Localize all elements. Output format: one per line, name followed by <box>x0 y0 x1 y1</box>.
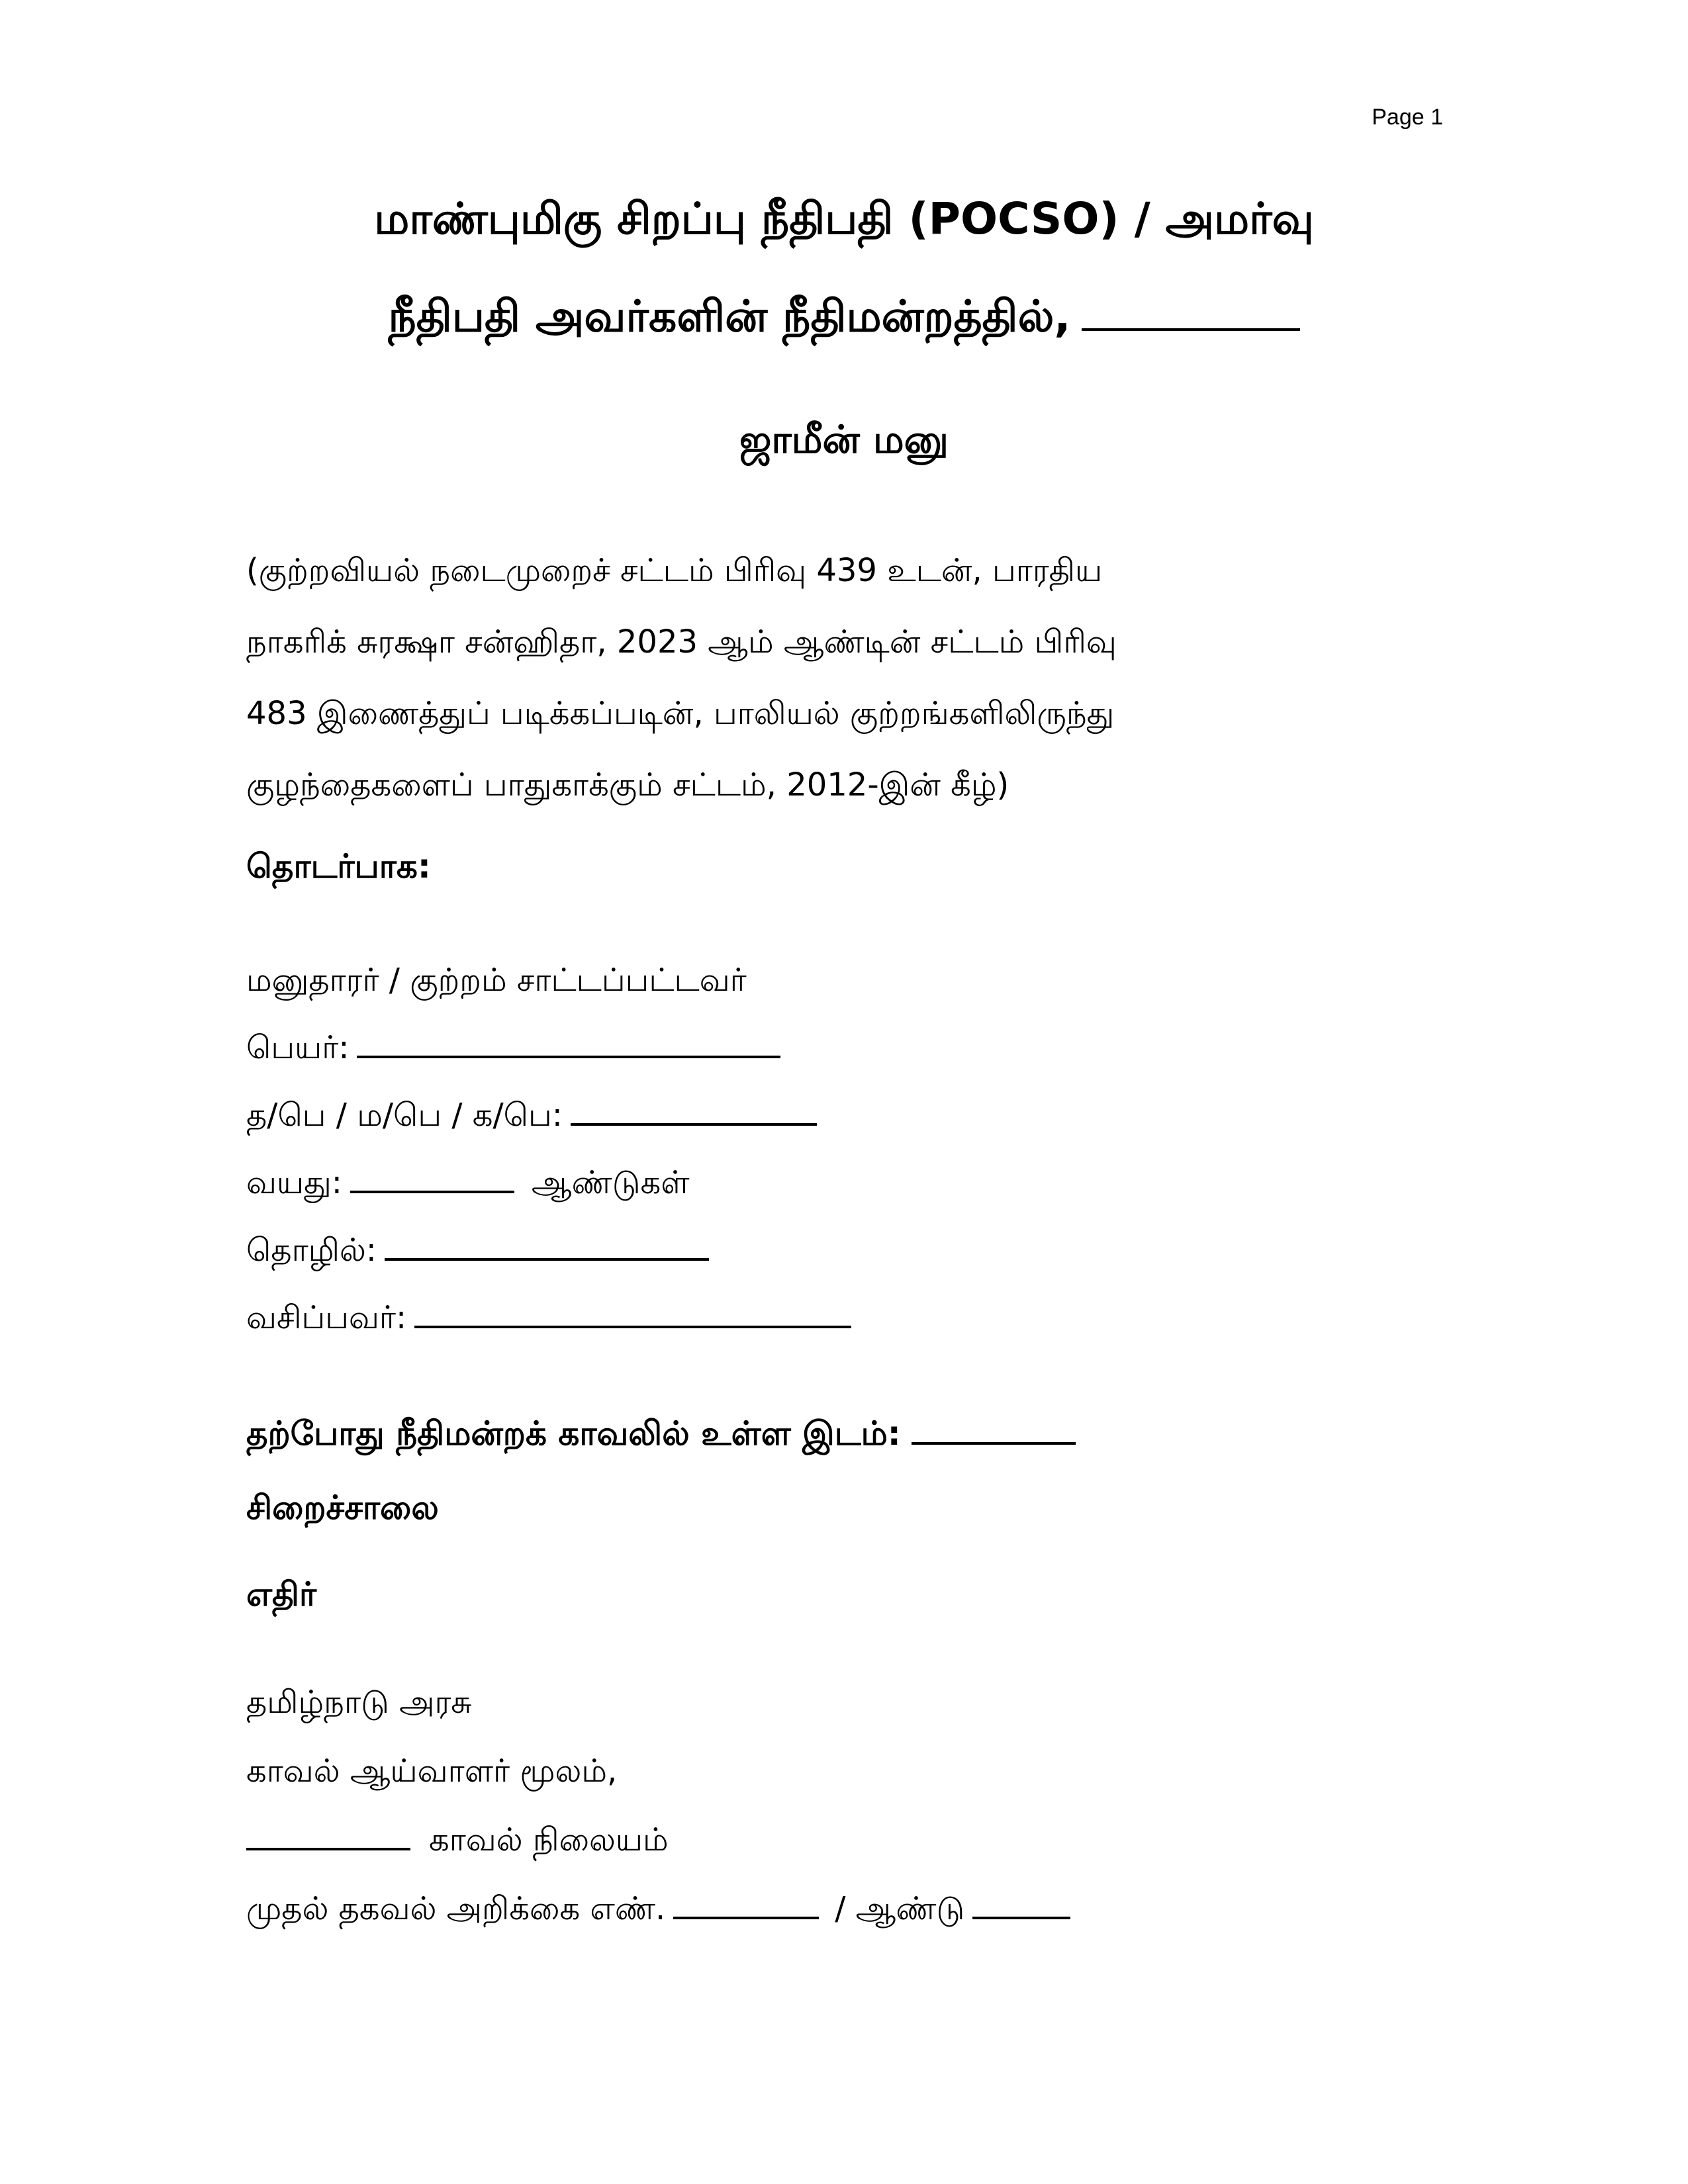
court-heading-line1 <box>0 193 1688 250</box>
document-title: ஜாமீன் மனு <box>739 417 949 462</box>
applicant-occupation-blank[interactable] <box>385 1230 709 1261</box>
applicant-occupation-label: தொழில்: <box>246 1232 377 1269</box>
custody-details <box>246 1396 1076 1545</box>
fir-year-blank[interactable] <box>972 1888 1070 1919</box>
applicant-residence-blank[interactable] <box>414 1297 851 1328</box>
police-station-blank[interactable] <box>246 1819 410 1850</box>
applicant-name-row <box>246 1014 851 1081</box>
court-heading-line2-text: நீதிபதி அவர்களின் நீதிமன்றத்தில், <box>388 291 1071 342</box>
custody-prison-blank[interactable] <box>912 1412 1076 1445</box>
applicant-residence-label: வசிப்பவர்: <box>246 1299 407 1336</box>
fir-label: முதல் தகவல் அறிக்கை எண். <box>246 1890 666 1927</box>
applicant-age-unit: ஆண்டுகள் <box>531 1164 690 1201</box>
versus-heading: எதிர் <box>246 1575 317 1614</box>
applicant-age-label: வயது: <box>246 1164 342 1201</box>
applicant-relation-label: த/பெ / ம/பெ / க/பெ: <box>246 1097 563 1134</box>
respondent-station-row <box>246 1805 1070 1874</box>
provision-line-2: நாகரிக் சுரக்ஷா சன்ஹிதா, 2023 ஆம் ஆண்டின் சட்டம் பிரிவு <box>246 623 1117 660</box>
court-heading-line1-text: மாண்புமிகு சிறப்பு நீதிபதி (POCSO) / அமர்வு <box>374 193 1314 244</box>
fir-year-label: / ஆண்டு <box>835 1890 965 1927</box>
court-place-blank[interactable] <box>1082 289 1300 331</box>
provision-line-4: குழந்தைகளைப் பாதுகாக்கும் சட்டம், 2012-இன் கீழ்) <box>246 766 1009 803</box>
custody-label: தற்போது நீதிமன்றக் காவலில் உள்ள இடம்: <box>246 1414 901 1453</box>
respondent-state: தமிழ்நாடு அரசு <box>246 1684 472 1721</box>
applicant-age-blank[interactable] <box>350 1162 514 1193</box>
in-the-matter-heading: தொடர்பாக: <box>246 847 431 886</box>
page-number: Page 1 <box>1372 105 1443 130</box>
fir-row <box>246 1874 1070 1943</box>
custody-row <box>246 1396 1076 1471</box>
applicant-residence-row <box>246 1284 851 1351</box>
custody-prison-word: சிறைச்சாலை <box>246 1488 439 1527</box>
applicant-occupation-row <box>246 1216 851 1284</box>
applicant-name-blank[interactable] <box>357 1027 780 1058</box>
applicant-name-label: பெயர்: <box>246 1029 350 1066</box>
respondent-details <box>246 1668 1070 1943</box>
provision-paragraph <box>246 535 1117 821</box>
fir-number-blank[interactable] <box>673 1888 819 1919</box>
applicant-age-row <box>246 1149 851 1216</box>
applicant-details <box>246 946 851 1351</box>
provision-line-3: 483 இணைத்துப் படிக்கப்படின், பாலியல் குற்றங்களிலிருந்து <box>246 695 1115 732</box>
court-heading-line2 <box>0 289 1688 347</box>
applicant-relation-row <box>246 1081 851 1149</box>
respondent-through: காவல் ஆய்வாளர் மூலம், <box>246 1752 618 1790</box>
police-station-suffix: காவல் நிலையம் <box>429 1821 669 1858</box>
provision-line-1: (குற்றவியல் நடைமுறைச் சட்டம் பிரிவு 439 உடன், பாரதிய <box>246 552 1103 589</box>
applicant-relation-blank[interactable] <box>571 1095 817 1126</box>
applicant-role: மனுதாரர் / குற்றம் சாட்டப்பட்டவர் <box>246 962 747 999</box>
